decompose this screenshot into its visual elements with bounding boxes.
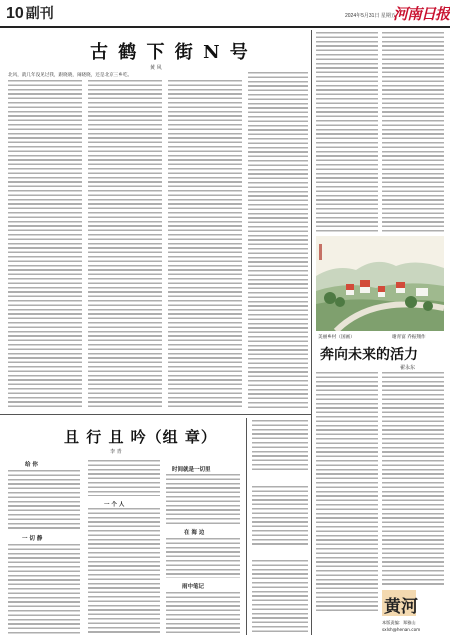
column-footer-box <box>382 590 444 636</box>
main-article-intro: 北风，就几年没见过我，跟晓晓，闹晓晓，还是北京三乡吃。 <box>8 73 133 78</box>
main-article-author: 黄 风 <box>150 65 162 71</box>
poem-heading-3: 一 切 静 <box>22 536 43 542</box>
poem-heading-2: 一 个 人 <box>104 502 125 508</box>
newspaper-logo: 河南日报 <box>393 5 450 23</box>
main-article-body-col1 <box>8 80 82 410</box>
editor-credit: 本版责编：郑雅山 <box>382 620 416 625</box>
section-name: 副刊 <box>25 6 54 22</box>
painting-caption-artist: 谢青富 乔振翔作 <box>392 335 426 340</box>
right-column-divider <box>311 30 312 635</box>
header-rule <box>0 26 450 28</box>
feature-article-col1 <box>316 372 378 612</box>
main-article-body-col4 <box>248 72 308 410</box>
painting-caption-title: 美丽乡村（国画） <box>318 335 355 340</box>
feature-article-title: 奔向未来的活力 <box>320 347 418 363</box>
poem-body-5 <box>166 538 240 578</box>
poems-author: 李 青 <box>110 449 122 455</box>
page-header <box>0 0 450 28</box>
page-number: 10 副刊 <box>6 5 54 22</box>
section-divider <box>0 414 311 415</box>
poem-body-6 <box>166 592 240 634</box>
issue-date: 2024年5月31日 星期五 <box>345 13 396 19</box>
landscape-painting <box>316 236 444 331</box>
right-poem-body-2 <box>252 560 308 634</box>
column-name: 黄河 <box>384 597 418 617</box>
poem-heading-6: 雨中笔记 <box>182 584 205 590</box>
right-top-text-col1 <box>316 32 378 232</box>
right-poem-body-1 <box>252 486 308 546</box>
poem-body-4 <box>166 474 240 524</box>
poem-heading-1: 给 你 <box>25 462 38 468</box>
main-article-body-col2 <box>88 80 162 410</box>
editor-email: sxlsh@henan.com <box>382 627 421 632</box>
poems-title: 且 行 且 吟（组 章） <box>64 428 217 446</box>
main-article-body-col3 <box>168 80 242 410</box>
poem-heading-4: 时间就是一切里 <box>172 467 211 473</box>
poem-body-2a <box>88 460 160 496</box>
poem-body-2b <box>88 508 160 634</box>
poem-body-1 <box>8 470 80 530</box>
main-article-title: 古 鹤 下 街 N 号 <box>90 42 250 63</box>
right-poem-body-0 <box>252 420 308 470</box>
feature-article-author: 翟永东 <box>400 365 416 371</box>
feature-article-col2 <box>382 372 444 586</box>
right-top-text-col2 <box>382 32 444 232</box>
poems-column-divider <box>246 418 247 635</box>
poem-heading-5: 在 海 边 <box>184 530 205 536</box>
poem-body-3 <box>8 544 80 634</box>
